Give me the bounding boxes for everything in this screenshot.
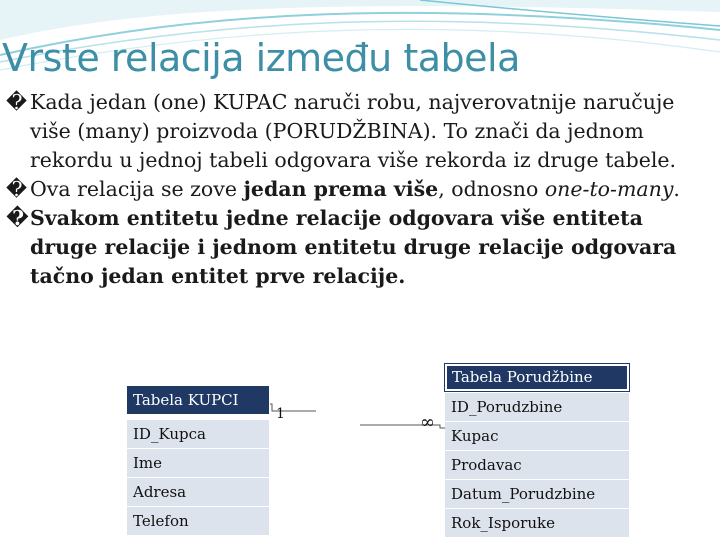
bullet-marker: �: [6, 177, 28, 201]
table-porudzbine-header: Tabela Porudžbine: [445, 364, 629, 391]
field-datum-porudzbine: Datum_Porudzbine: [445, 480, 629, 508]
bullet-2: � Ova relacija se zove jedan prema više, odnosno one-to-many.: [6, 175, 712, 204]
field-prodavac: Prodavac: [445, 451, 629, 479]
relation-one-label: 1: [276, 406, 285, 422]
slide-title: Vrste relacija između tabela: [2, 36, 520, 80]
bullet-marker: �: [6, 90, 28, 114]
bullet-list: [6, 88, 712, 291]
field-ime: Ime: [127, 449, 269, 477]
bullet-3: � Svakom entitetu jedne relacije odgovara više entiteta druge relacije i jednom entitetu druge relacije odgovara tačno jedan entitet prve relacije.: [6, 206, 677, 288]
field-id-kupca: ID_Kupca: [127, 420, 269, 448]
table-porudzbine: [445, 364, 629, 537]
relation-many-label: ∞: [420, 412, 435, 433]
field-kupac: Kupac: [445, 422, 629, 450]
table-kupci: [127, 386, 269, 535]
field-adresa: Adresa: [127, 478, 269, 506]
bullet-marker: �: [6, 206, 29, 230]
bullet-1: � Kada jedan (one) KUPAC naruči robu, najverovatnije naručuje više (many) proizvoda (PORUDŽBINA). To znači da jednom rekordu u jednoj tabeli odgovara više rekorda iz druge tabele.: [6, 90, 677, 172]
field-rok-isporuke: Rok_Isporuke: [445, 509, 629, 537]
table-kupci-header: Tabela KUPCI: [127, 386, 269, 414]
field-telefon: Telefon: [127, 507, 269, 535]
field-id-porudzbine: ID_Porudzbine: [445, 393, 629, 421]
